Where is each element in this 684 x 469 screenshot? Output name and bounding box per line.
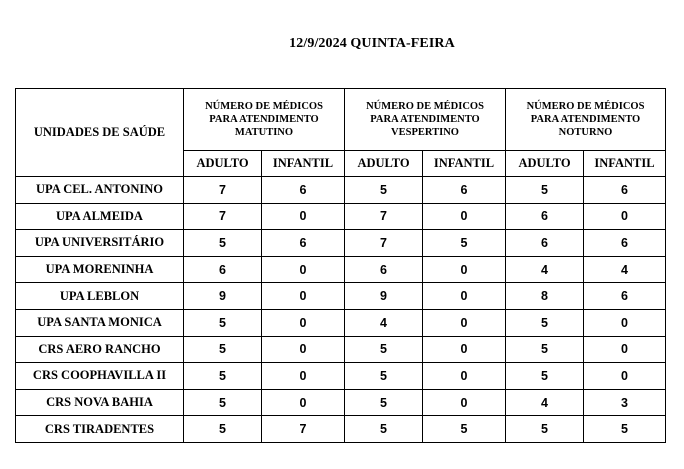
doctor-count-cell: 0 [584, 309, 666, 336]
afternoon-group-header [345, 89, 506, 151]
morning-group-header [184, 89, 345, 151]
doctor-count-cell: 6 [262, 230, 345, 257]
unit-name-cell: CRS NOVA BAHIA [16, 389, 184, 416]
doctor-count-cell: 0 [262, 363, 345, 390]
table-row [16, 283, 666, 310]
doctor-count-cell: 0 [262, 309, 345, 336]
doctor-count-cell: 4 [506, 389, 584, 416]
doctor-count-cell: 4 [345, 309, 423, 336]
group-header-line: PARA ATENDIMENTO [370, 114, 480, 125]
group-header-line: VESPERTINO [391, 127, 459, 138]
doctor-count-cell: 5 [184, 309, 262, 336]
table-row [16, 416, 666, 443]
doctor-count-cell: 6 [584, 177, 666, 204]
doctor-count-cell: 0 [584, 363, 666, 390]
doctor-count-cell: 0 [423, 256, 506, 283]
unit-name-cell: CRS AERO RANCHO [16, 336, 184, 363]
table-row [16, 177, 666, 204]
doctor-count-cell: 6 [184, 256, 262, 283]
group-header-line: NÚMERO DE MÉDICOS [526, 101, 645, 112]
doctor-count-cell: 0 [423, 363, 506, 390]
table-row [16, 336, 666, 363]
doctor-count-cell: 6 [262, 177, 345, 204]
doctor-count-cell: 5 [345, 336, 423, 363]
doctor-count-cell: 5 [345, 363, 423, 390]
subheader-cell: INFANTIL [262, 151, 345, 177]
table-row [16, 203, 666, 230]
doctor-count-cell: 5 [345, 416, 423, 443]
unit-name-cell: UPA LEBLON [16, 283, 184, 310]
doctor-count-cell: 7 [345, 230, 423, 257]
doctor-count-cell: 0 [262, 256, 345, 283]
group-header-line: PARA ATENDIMENTO [530, 114, 641, 125]
night-group-header [506, 89, 666, 151]
doctor-count-cell: 5 [506, 177, 584, 204]
page-title: 12/9/2024 QUINTA-FEIRA [289, 36, 455, 51]
group-header-line: MATUTINO [234, 127, 294, 138]
group-header-line: NÚMERO DE MÉDICOS [366, 101, 484, 112]
doctor-count-cell: 6 [423, 177, 506, 204]
doctor-count-cell: 0 [423, 203, 506, 230]
doctor-count-cell: 8 [506, 283, 584, 310]
doctor-count-cell: 5 [506, 309, 584, 336]
subheader-cell: ADULTO [506, 151, 584, 177]
doctor-count-cell: 7 [184, 203, 262, 230]
doctor-count-cell: 4 [584, 256, 666, 283]
table-row [16, 363, 666, 390]
doctor-count-cell: 5 [584, 416, 666, 443]
doctor-count-cell: 5 [345, 177, 423, 204]
doctor-count-cell: 9 [345, 283, 423, 310]
doctor-count-cell: 5 [506, 416, 584, 443]
group-header-line: NÚMERO DE MÉDICOS [205, 101, 323, 112]
doctor-count-cell: 6 [584, 230, 666, 257]
doctor-count-cell: 9 [184, 283, 262, 310]
unit-name-cell: UPA SANTA MONICA [16, 309, 184, 336]
group-header-line: PARA ATENDIMENTO [209, 114, 319, 125]
unit-name-cell: UPA ALMEIDA [16, 203, 184, 230]
doctor-count-cell: 0 [262, 203, 345, 230]
doctor-schedule-table [15, 88, 666, 443]
table-row [16, 389, 666, 416]
table-row [16, 230, 666, 257]
doctor-count-cell: 5 [184, 389, 262, 416]
table-row [16, 309, 666, 336]
doctor-count-cell: 5 [184, 336, 262, 363]
subheader-cell: ADULTO [184, 151, 262, 177]
doctor-count-cell: 5 [423, 230, 506, 257]
unit-name-cell: CRS COOPHAVILLA II [16, 363, 184, 390]
doctor-count-cell: 5 [506, 336, 584, 363]
doctor-count-cell: 7 [345, 203, 423, 230]
group-header-line: NOTURNO [558, 127, 613, 138]
doctor-count-cell: 6 [506, 203, 584, 230]
doctor-count-cell: 5 [184, 363, 262, 390]
unit-name-cell: CRS TIRADENTES [16, 416, 184, 443]
unit-name-cell: UPA UNIVERSITÁRIO [16, 230, 184, 257]
table-header-row [16, 89, 666, 151]
doctor-count-cell: 0 [584, 336, 666, 363]
doctor-count-cell: 0 [262, 336, 345, 363]
doctor-count-cell: 7 [262, 416, 345, 443]
doctor-count-cell: 7 [184, 177, 262, 204]
doctor-count-cell: 0 [423, 283, 506, 310]
doctor-count-cell: 4 [506, 256, 584, 283]
doctor-count-cell: 5 [184, 416, 262, 443]
subheader-cell: INFANTIL [584, 151, 666, 177]
doctor-count-cell: 0 [584, 203, 666, 230]
doctor-count-cell: 0 [262, 283, 345, 310]
doctor-count-cell: 5 [506, 363, 584, 390]
doctor-count-cell: 0 [262, 389, 345, 416]
doctor-count-cell: 5 [423, 416, 506, 443]
table-body [16, 177, 666, 443]
doctor-count-cell: 0 [423, 389, 506, 416]
unit-name-cell: UPA MORENINHA [16, 256, 184, 283]
doctor-count-cell: 0 [423, 336, 506, 363]
doctor-count-cell: 6 [506, 230, 584, 257]
doctor-count-cell: 6 [345, 256, 423, 283]
doctor-count-cell: 0 [423, 309, 506, 336]
doctor-count-cell: 6 [584, 283, 666, 310]
doctor-count-cell: 3 [584, 389, 666, 416]
table-row [16, 256, 666, 283]
units-header: UNIDADES DE SAÚDE [16, 89, 184, 177]
subheader-cell: ADULTO [345, 151, 423, 177]
subheader-cell: INFANTIL [423, 151, 506, 177]
doctor-count-cell: 5 [345, 389, 423, 416]
doctor-count-cell: 5 [184, 230, 262, 257]
unit-name-cell: UPA CEL. ANTONINO [16, 177, 184, 204]
